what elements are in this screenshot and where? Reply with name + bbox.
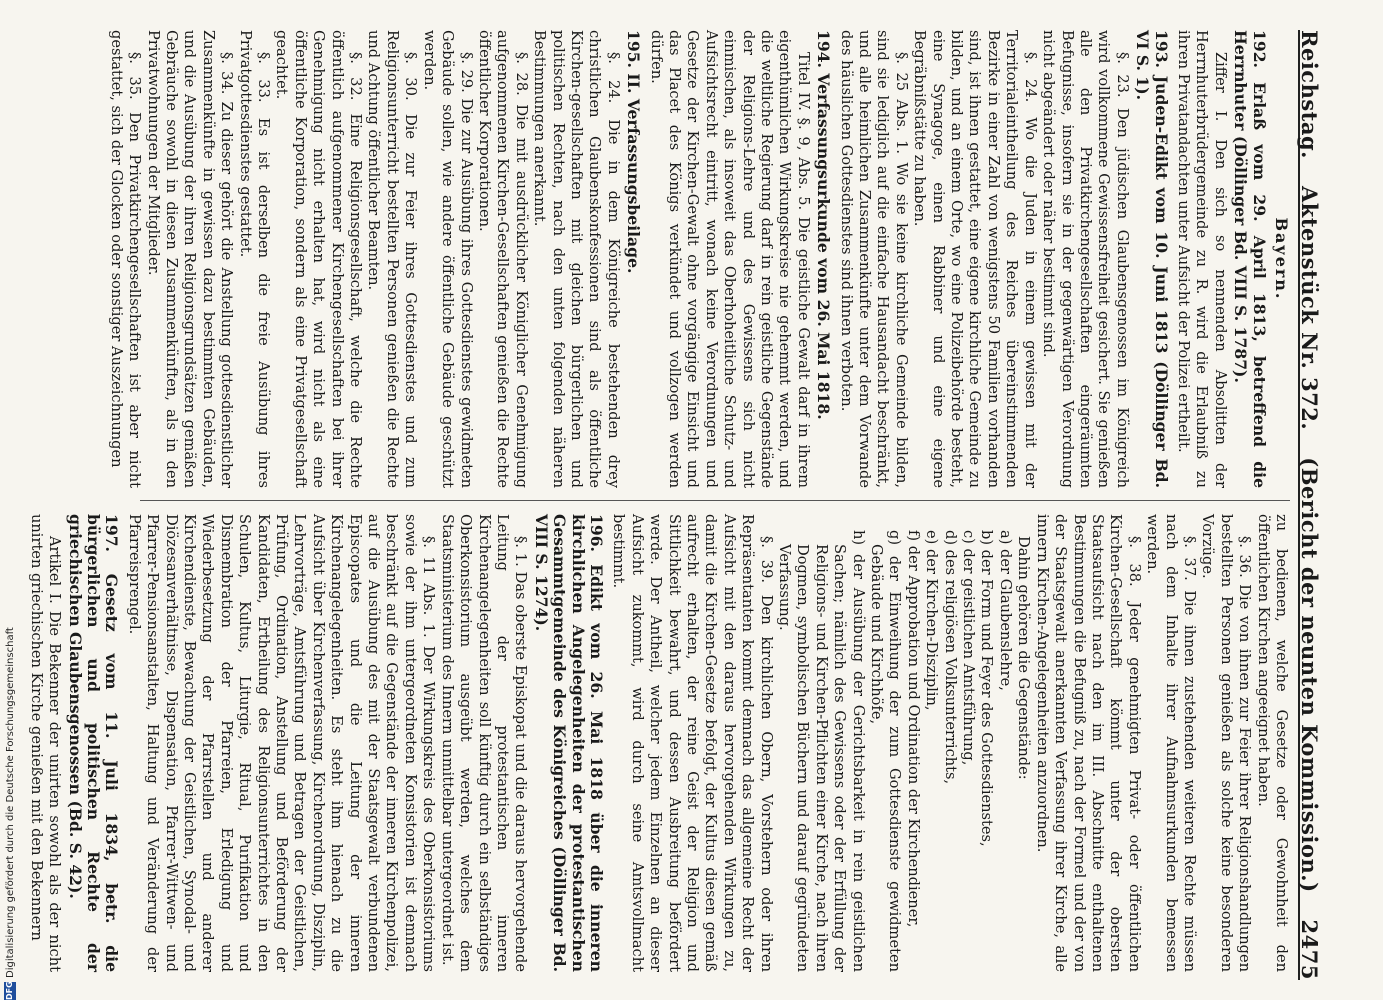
- paragraph: §. 29. Die zur Ausübung ihres Gottesdienstes gewidmeten Gebäude sollen, wie andere öffentliche Gebäude geschützt werden.: [420, 30, 475, 488]
- paragraph: §. 39. Den kirchlichen Obern, Vorstehern oder ihren Repräsentanten kommt demnach das allgemeine Recht der Aufsicht mit den daraus hervorgehenden Wirkungen zu, damit die Kirchen-Gesetze befolgt, der Kultus diesen gemäß aufrecht erhalten, der reine Geist der Religion und Sittlichkeit bewahrt, und dessen Ausbreitung befördert werde. Der Antheil, welcher jedem Einzelnen an dieser Aufsicht zukommt, wird durch seine Amtsvollmacht bestimmt.: [610, 514, 775, 972]
- paragraph: §. 33. Es ist derselben die freie Ausübung ihres Privatgottesdienstes gestattet.: [236, 30, 273, 488]
- paragraph: §. 23. Den jüdischen Glaubensgenossen im Königreich wird vollkommene Gewissensfreiheit gesichert. Sie genießen alle den Privatkirchengesellschaften eingeräumten Befugnisse, insofern sie in der gegenwärtigen Verordnung nicht abgeändert oder näher bestimmt sind.: [1040, 30, 1131, 488]
- section-heading: 197. Gesetz vom 11. Juli 1834, betr. die bürgerlichen und politischen Rechte der griechischen Glaubensgenossen (Bd. S. 42).: [65, 514, 122, 972]
- list-item: e) der Kirchen-Disziplin,: [923, 530, 941, 711]
- left-column-body: [106, 30, 1267, 488]
- paragraph: §. 24. Die in dem Königreiche bestehenden drey christlichen Glaubenskonfessionen sind als öffentliche Kirchen-gesellschaften mit gleichen bürgerlichen und politischen Rechten, nach den unten folgenden näheren Bestimmungen anerkannt.: [531, 30, 622, 488]
- section-heading: 195. II. Verfassungsbeilage.: [624, 30, 644, 274]
- paragraph: §. 37. Die ihnen zustehenden weiteren Rechte müssen nach dem Inhalte ihrer Aufnahmsurkunden bemessen werden.: [1144, 514, 1198, 972]
- header-center: Aktenstück Nr. 372.: [1297, 186, 1323, 431]
- list-item: a) der Glaubenslehre,: [996, 530, 1014, 691]
- section-heading: 196. Edikt vom 26. Mai 1818 über die inneren kirchlichen Angelegenheiten der protestantischen Gesammtgemeinde des Königreiches (Döllinger Bd. VIII S. 1274).: [531, 514, 606, 972]
- list-item: g) der Einweihung der zum Gottesdienste gewidmeten Gebäude und Kirchhöfe,: [868, 530, 904, 972]
- region-title: Bayern.: [1272, 217, 1291, 301]
- paragraph: §. 25 Abs. 1. Wo sie keine kirchliche Gemeinde bilden, sind sie lediglich auf die einfache Hausandacht beschränkt, und alle heimlichen Zusammenkünfte unter dem Vorwande des häuslichen Gottesdienstes sind ihnen verboten.: [837, 30, 910, 488]
- section-heading: 192. Erlaß vom 29. April 1813, betreffend die Herrnhuter (Döllinger Bd. VIII S. 1787).: [1231, 30, 1269, 488]
- credit-text: Digitalisierung gefördert durch die Deutsche Forschungsgemeinschaft: [4, 627, 16, 978]
- list-item: b) der Form und Feyer des Gottesdienstes,: [978, 530, 996, 847]
- paragraph: Artikel I. Die Bekenner der unirten sowohl als der nicht unirten griechischen Kirche genießen mit den Bekennern: [27, 514, 64, 972]
- paragraph: §. 34. Zu dieser gehört die Anstellung gottesdienstlicher Zusammenkünfte in gewissen dazu bestimmten Gebäuden, und die Ausübung der ihren Religionsgrundsätzen gemäßen Gebräuche sowohl in diesen Zusammenkünften, als in den Privatwohnungen der Mitglieder.: [144, 30, 236, 488]
- paragraph: Ziffer I. Den sich so nennenden Absolitten der Herrnhuterbrüdergemeinde zu R. wird die Erlaubniß zu ihren Privatandachten unter Aufsicht der Polizei ertheilt.: [1174, 30, 1229, 488]
- paragraph: §. 11 Abs. 1. Der Wirkungskreis des Oberkonsistoriums sowie der ihm untergeordneten Konsistorien ist demnach beschränkt auf die Gegenstände der inneren Kirchenpolizei, auf die Ausübung des mit der Staatsgewalt verbundenen Episcopates und die Leitung der inneren Kirchenangelegenheiten. Es steht ihm hienach zu die Aufsicht über Kirchenverfassung, Kirchenordnung, Disziplin, Lehrvorträge, Amtsführung und Betragen der Geistlichen, Prüfung, Ordination, Anstellung und Beförderung der Kandidaten, Ertheilung des Religionsunterrichtes in den Schulen, Kultus, Liturgie, Ritual, Purifikation und Dismembration der Pfarreien, Erledigung und Wiederbesetzung der Pfarrstellen und anderer Kirchendienste, Bewachung der Geistlichen, Synodal- und Diözesanverhältnisse, Dispensation, Pfarrer-Wittwen- und Pfarrer-Pensionsanstalten, Haltung und Veränderung der Pfarreisprengel.: [125, 514, 438, 972]
- paragraph: Titel IV. §. 9, Abs. 5. Die geistliche Gewalt darf in ihrem eigenthümlichen Wirkungskreise nie gehemmt werden, und die weltliche Regierung darf in rein geistliche Gegenstände der Religions-Lehre und des Gewissens sich nicht einmischen, als insoweit das Oberhoheitliche Schutz- und Aufsichtsrecht eintritt, wonach keine Verordnungen und Gesetze der Kirchen-Gewalt ohne vorgängige Einsicht und das Placet des Königs verkündet und vollzogen werden dürfen.: [647, 30, 812, 488]
- paragraph: §. 32. Eine Religionsgesellschaft, welche die Rechte öffentlich aufgenommener Kirchengesellschaften bei ihrer Genehmigung nicht erhalten hat, wird nicht als eine öffentliche Korporation, sondern als eine Privatgesellschaft geachtet.: [273, 30, 365, 488]
- list-item: f) der Approbation und Ordination der Kirchendiener,: [904, 530, 922, 928]
- left-column: [106, 30, 1290, 488]
- right-column: [26, 514, 1290, 972]
- paragraph: §. 30. Die zur Feier ihres Gottesdienstes und zum Religionsunterricht bestellten Personen genießen die Rechte und Achtung öffentlicher Beamten.: [365, 30, 420, 488]
- paragraph: Dahin gehören die Gegenstände:: [1015, 536, 1033, 780]
- paragraph: §. 38. Jeder genehmigten Privat- oder öffentlichen Kirchen-Gesellschaft kömmt unter der obersten Staatsaufsicht nach den im III. Abschnitte enthaltenen Bestimmungen die Befugniß zu, nach der Formel und der von der Staatsgewalt anerkannten Verfassung ihrer Kirche, alle innern Kirchen-Angelegenheiten anzuordnen.: [1033, 514, 1143, 972]
- digitization-credit: [2, 627, 18, 1000]
- paragraph: §. 36. Die von ihnen zur Feier ihrer Religionshandlungen bestellten Personen genießen als solche keine besonderen Vorzüge.: [1199, 514, 1254, 972]
- paragraph: §. 35. Den Privatkirchengesellschaften ist aber nicht gestattet, sich der Glocken oder sonstiger Auszeichnungen: [107, 30, 144, 488]
- paragraph: §. 24. Wo die Juden in einem gewissen mit der Territorialeintheilung des Reiches übereinstimmenden Bezirke in einer Zahl von wenigstens 50 Familien vorhanden sind, ist ihnen gestattet, eine eigene kirchliche Gemeinde zu bilden, und an einem Orte, wo eine Polizeibehörde besteht, eine Synagoge, einen Rabbiner und eine eigene Begräbnißstätte zu haben.: [911, 30, 1039, 488]
- running-head: [1298, 30, 1336, 980]
- section-heading: 193. Juden-Edikt vom 10. Juni 1813 (Döllinger Bd. VI S. 1).: [1133, 30, 1171, 488]
- rotated-print-page: [27, 30, 1336, 980]
- paragraph: §. 1. Das oberste Episkopat und die daraus hervorgehende Leitung der protestantischen inneren Kirchenangelegenheiten soll künftig durch ein selbständiges Oberkonsistorium ausgeübt werden, welches dem Staatsministerium des Innern unmittelbar untergeordnet ist.: [438, 514, 530, 972]
- paragraph: §. 28. Die mit ausdrücklicher Königlicher Genehmigung aufgenommenen Kirchen-Gesellschaften genießen die Rechte öffentlicher Korporationen.: [475, 30, 530, 488]
- section-heading: 194. Verfassungsurkunde vom 26. Mai 1818.: [814, 30, 834, 420]
- right-column-body: [26, 514, 1290, 972]
- dfg-logo: DFG: [5, 981, 14, 1000]
- list-item: d) des religiösen Volksunterrichts,: [941, 530, 959, 785]
- header-right-label: (Bericht der neunten Kommission.): [1297, 457, 1323, 893]
- list-item: c) der geistlichen Amtsführung,: [960, 530, 978, 766]
- page-number: 2475: [1297, 919, 1323, 980]
- column-divider: [140, 500, 1290, 501]
- list-item: h) der Ausübung der Gerichtsbarkeit in rein geistlichen Sachen; nämlich des Gewissens oder der Erfüllung der Religions- und Kirchen-Pflichten einer Kirche, nach ihren Dogmen, symbolischen Büchern und darauf gegründeten Verfassung.: [776, 530, 867, 972]
- paragraph: zu bedienen, welche Gesetze oder Gewohnheit den öffentlichen Kirchen angeeignet haben.: [1254, 514, 1290, 972]
- header-left: Reichstag.: [1297, 30, 1323, 159]
